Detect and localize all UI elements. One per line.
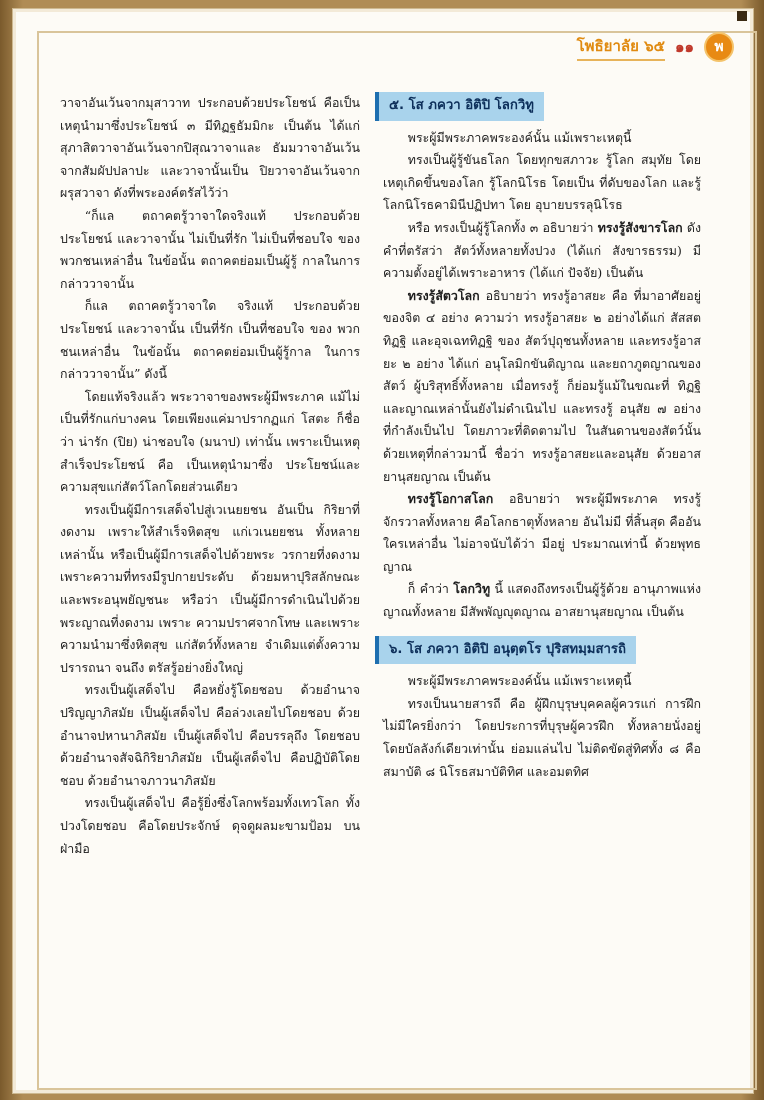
paragraph	[383, 578, 701, 623]
paragraph	[383, 488, 701, 578]
paragraph: ก็แล ตถาคตรู้วาจาใด จริงแท้ ประกอบด้วย ประโยชน์ และวาจานั้น เป็นที่รัก เป็นที่ชอบใจ ของ พวกชนเหล่าอื่น ในข้อนั้น ตถาคตย่อมเป็นผู้รู้กาล ในการกล่าววาจานั้น” ดังนี้	[60, 298, 360, 382]
paragraph: พระผู้มีพระภาคพระองค์นั้น แม้เพราะเหตุนี้	[407, 673, 632, 689]
term-bold: โลกวิทู	[453, 581, 491, 597]
left-column	[60, 92, 360, 860]
paragraph: ทรงเป็นผู้มีการเสด็จไปสู่เวเนยยชน อันเป็น กิริยาที่งดงาม เพราะให้สำเร็จหิตสุข แก่เวเนยยชน ทั้งหลายเหล่านั้น หรือเป็นผู้มีการเสด็จไปด้วยพระ วรกายที่งดงาม เพราะความที่ทรงมีรูปกายประดับ ด้วยมหาปุริสลักษณะ และพระอนุพยัญชนะ หรือว่า เป็นผู้มีการดำเนินไปด้วยพระญาณที่งดงาม เพราะ ความปราศจากโทษ และเพราะความนำมาซึ่งหิตสุข แก่สัตว์ทั้งหลาย จำเดิมแต่ตั้งความปรารถนา จนถึง ตรัสรู้อย่างยิ่งใหญ่	[60, 501, 360, 675]
text-span: ก็ คำว่า	[407, 581, 454, 597]
text-span: อธิบายว่า พระผู้มีพระภาค ทรงรู้จักรวาลทั้งหลาย คือโลกธาตุทั้งหลาย อันไม่มี ที่สิ้นสุด คืออันใครเหล่าอื่น ไม่อาจนับได้ว่า มีอยู่ ประมาณเท่านี้ ด้วยพุทธญาณ	[383, 491, 701, 574]
right-column	[383, 92, 701, 783]
text-span: อธิบายว่า ทรงรู้อาสยะ คือ ที่มาอาศัยอยู่ของจิต ๔ อย่าง ความว่า ทรงรู้อาสยะ ๒ อย่างได้แก่ สัสสตทิฏฐิ และอุจเฉททิฏฐิ ของ สัตว์ปุถุชนทั้งหลาย และทรงรู้อาสยะ ๒ อย่าง ได้แก่ อนุโลมิกขันติญาณ และยถาภูตญาณของสัตว์ ผู้บริสุทธิ์ทั้งหลาย เมื่อทรงรู้ ก็ย่อมรู้แม้ในขณะที่ ทิฏฐิและญาณเหล่านั้นยังไม่ดำเนินไป และทรงรู้ อนุสัย ๗ อย่าง ที่กำลังเป็นไป โดยภาวะที่ติดตามไป ในสันดานของสัตว์นั้น ด้วยเหตุที่กล่าวมานี้ ชื่อว่า ทรงรู้อาสยะและอนุสัย ด้วยอาสยานุสยญาณ เป็นต้น	[383, 287, 701, 484]
page-header	[577, 34, 734, 60]
section-6-heading: ๖. โส ภควา อิติปิ อนุตฺตโร ปุริสทมฺมสารถิ	[375, 636, 636, 665]
paragraph: พระผู้มีพระภาคพระองค์นั้น แม้เพราะเหตุนี้	[407, 129, 632, 145]
paragraph: “ก็แล ตถาคตรู้วาจาใดจริงแท้ ประกอบด้วย ประโยชน์ และวาจานั้น ไม่เป็นที่รัก ไม่เป็นที่ชอบใจ ของพวกชนเหล่าอื่น ในข้อนั้น ตถาคตย่อมเป็นผู้รู้ กาลในการกล่าววาจานั้น	[60, 207, 360, 291]
badge-logo: พ	[704, 32, 734, 62]
paragraph: ทรงเป็นผู้รู้ขันธโลก โดยทุกขสภาวะ รู้โลก สมุทัย โดยเหตุเกิดขึ้นของโลก รู้โลกนิโรธ โดยเป็น ที่ดับของโลก และรู้โลกนิโรธคามินีปฏิปทา โดย อุบายบรรลุนิโรธ	[383, 152, 701, 213]
term-bold: ทรงรู้สังขารโลก	[597, 219, 683, 235]
text-span: หรือ ทรงเป็นผู้รู้โลกทั้ง ๓ อธิบายว่า	[407, 219, 598, 235]
text-span: นี้ แสดงถึงทรงเป็นผู้รู้ด้วย อานุภาพแห่งญาณทั้งหลาย มีสัพพัญญุตญาณ อาสยานุสยญาณ เป็นต้น	[383, 581, 701, 620]
paragraph: ทรงเป็นผู้เสด็จไป คือรู้ยิ่งซึ่งโลกพร้อมทั้งเทวโลก ทั้งปวงโดยชอบ คือโดยประจักษ์ ดุจดูผลมะขามป้อม บนฝ่ามือ	[60, 795, 360, 856]
page-number: ๑๑	[674, 38, 694, 56]
paragraph: โดยแท้จริงแล้ว พระวาจาของพระผู้มีพระภาค แม้ไม่เป็นที่รักแก่บางคน โดยเพียงแค่มาปรากฏแก่ โสตะ ก็ชื่อว่า น่ารัก (ปิย) น่าชอบใจ (มนาป) เท่านั้น เพราะเป็นเหตุสำเร็จประโยชน์ คือ เป็นเหตุนำมาซึ่ง ประโยชน์และความสุขแก่สัตว์โลกโดยส่วนเดียว	[60, 388, 360, 495]
term-bold: ทรงรู้สัตวโลก	[407, 287, 480, 303]
corner-mark	[737, 11, 747, 21]
term-bold: ทรงรู้โอกาสโลก	[407, 491, 494, 507]
paragraph	[383, 285, 701, 488]
header-title: โพธิยาลัย ๖๕	[577, 34, 665, 61]
text-span: ดังคำที่ตรัสว่า สัตว์ทั้งหลายทั้งปวง (ได้แก่ สังขารธรรม) มีความตั้งอยู่ได้เพราะอาหาร (ได้แก่ ปัจจัย) เป็นต้น	[383, 219, 701, 281]
section-5-heading: ๕. โส ภควา อิติปิ โลกวิทู	[375, 92, 544, 121]
paragraph: ทรงเป็นผู้เสด็จไป คือหยั่งรู้โดยชอบ ด้วยอำนาจ ปริญญาภิสมัย เป็นผู้เสด็จไป คือล่วงเลยไปโดยชอบ ด้วยอำนาจปหานาภิสมัย เป็นผู้เสด็จไป คือบรรลุถึง โดยชอบ ด้วยอำนาจสัจฉิกิริยาภิสมัย เป็นผู้เสด็จไป คือปฏิบัติโดยชอบ ด้วยอำนาจภาวนาภิสมัย	[60, 682, 360, 788]
paragraph: วาจาอันเว้นจากมุสาวาท ประกอบด้วยประโยชน์ คือเป็นเหตุนำมาซึ่งประโยชน์ ๓ มีทิฏฐธัมมิกะ เป็นต้น ได้แก่ สุภาสิตวาจาอันเว้นจากปิสุณวาจาและ ธัมมวาจาอันเว้นจากสัมผัปปลาปะ และวาจานั้นเป็น ปิยวาจาอันเว้นจากผรุสวาจา ดังที่พระองค์ตรัสไว้ว่า	[60, 95, 360, 201]
paragraph	[383, 217, 701, 285]
paragraph: ทรงเป็นนายสารถี คือ ผู้ฝึกบุรุษบุคคลผู้ควรแก่ การฝึกไม่มีใครยิ่งกว่า โดยประการที่บุรุษผู้ควรฝึก ทั้งหลายนั่งอยู่ โดยบัลลังก์เดียวเท่านั้น ย่อมแล่นไป ไม่ติดขัดสู่ทิศทั้ง ๘ คือสมาบัติ ๘ นิโรธสมาบัติทิศ และอมตทิศ	[383, 695, 701, 779]
